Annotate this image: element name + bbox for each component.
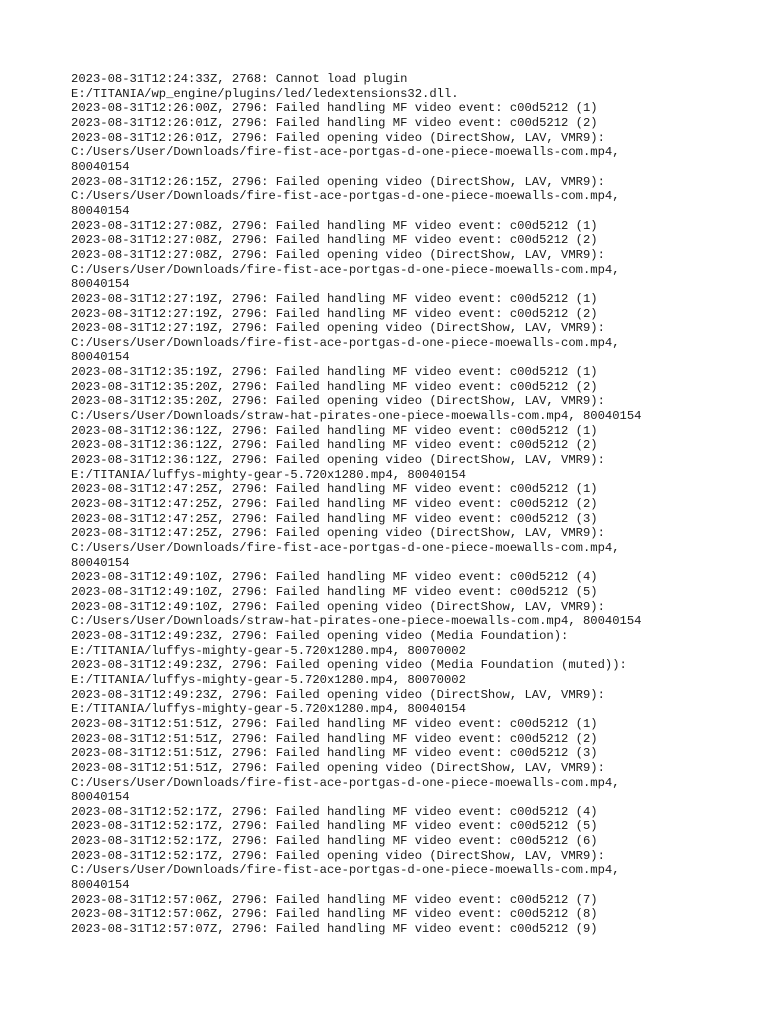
log-text: [71, 72, 761, 937]
log-line: E:/TITANIA/luffys-mighty-gear-5.720x1280.mp4, 80070002: [71, 643, 466, 658]
log-line: 80040154: [71, 203, 130, 218]
log-line: 2023-08-31T12:36:12Z, 2796: Failed opening video (DirectShow, LAV, VMR9):: [71, 453, 605, 468]
log-line: 2023-08-31T12:27:19Z, 2796: Failed handling MF video event: c00d5212 (1): [71, 291, 598, 306]
log-line: 80040154: [71, 790, 130, 805]
log-line: 2023-08-31T12:26:01Z, 2796: Failed handling MF video event: c00d5212 (2): [71, 115, 598, 130]
log-line: C:/Users/User/Downloads/fire-fist-ace-portgas-d-one-piece-moewalls-com.mp4,: [71, 775, 620, 790]
log-line: 2023-08-31T12:27:08Z, 2796: Failed handling MF video event: c00d5212 (2): [71, 233, 598, 248]
log-line: 2023-08-31T12:57:06Z, 2796: Failed handling MF video event: c00d5212 (8): [71, 907, 598, 922]
log-line: 2023-08-31T12:49:23Z, 2796: Failed opening video (Media Foundation):: [71, 628, 569, 643]
log-line: 2023-08-31T12:47:25Z, 2796: Failed handling MF video event: c00d5212 (2): [71, 497, 598, 512]
log-line: 2023-08-31T12:57:07Z, 2796: Failed handling MF video event: c00d5212 (9): [71, 922, 598, 937]
log-line: 80040154: [71, 159, 130, 174]
log-line: E:/TITANIA/luffys-mighty-gear-5.720x1280.mp4, 80040154: [71, 702, 466, 717]
log-line: 80040154: [71, 350, 130, 365]
log-line: C:/Users/User/Downloads/straw-hat-pirates-one-piece-moewalls-com.mp4, 80040154: [71, 409, 642, 424]
log-line: E:/TITANIA/luffys-mighty-gear-5.720x1280.mp4, 80040154: [71, 467, 466, 482]
log-line: C:/Users/User/Downloads/fire-fist-ace-portgas-d-one-piece-moewalls-com.mp4,: [71, 262, 620, 277]
log-line: 2023-08-31T12:35:20Z, 2796: Failed opening video (DirectShow, LAV, VMR9):: [71, 394, 605, 409]
log-line: C:/Users/User/Downloads/fire-fist-ace-portgas-d-one-piece-moewalls-com.mp4,: [71, 145, 620, 160]
log-line: 2023-08-31T12:27:08Z, 2796: Failed opening video (DirectShow, LAV, VMR9):: [71, 247, 605, 262]
log-line: 2023-08-31T12:35:19Z, 2796: Failed handling MF video event: c00d5212 (1): [71, 365, 598, 380]
log-line: 2023-08-31T12:27:08Z, 2796: Failed handling MF video event: c00d5212 (1): [71, 218, 598, 233]
log-line: 2023-08-31T12:35:20Z, 2796: Failed handling MF video event: c00d5212 (2): [71, 379, 598, 394]
log-line: 2023-08-31T12:26:00Z, 2796: Failed handling MF video event: c00d5212 (1): [71, 101, 598, 116]
log-line: 2023-08-31T12:49:23Z, 2796: Failed opening video (DirectShow, LAV, VMR9):: [71, 687, 605, 702]
log-line: 2023-08-31T12:36:12Z, 2796: Failed handling MF video event: c00d5212 (1): [71, 423, 598, 438]
log-line: 2023-08-31T12:52:17Z, 2796: Failed handling MF video event: c00d5212 (5): [71, 819, 598, 834]
log-line: 80040154: [71, 277, 130, 292]
log-line: 2023-08-31T12:47:25Z, 2796: Failed handling MF video event: c00d5212 (1): [71, 482, 598, 497]
log-line: 80040154: [71, 878, 130, 893]
log-line: 2023-08-31T12:27:19Z, 2796: Failed handling MF video event: c00d5212 (2): [71, 306, 598, 321]
log-line: C:/Users/User/Downloads/fire-fist-ace-portgas-d-one-piece-moewalls-com.mp4,: [71, 541, 620, 555]
log-line: 2023-08-31T12:36:12Z, 2796: Failed handling MF video event: c00d5212 (2): [71, 438, 598, 453]
log-line: C:/Users/User/Downloads/straw-hat-pirates-one-piece-moewalls-com.mp4, 80040154: [71, 614, 642, 629]
log-line: 2023-08-31T12:52:17Z, 2796: Failed opening video (DirectShow, LAV, VMR9):: [71, 848, 605, 863]
log-line: 2023-08-31T12:51:51Z, 2796: Failed handling MF video event: c00d5212 (1): [71, 716, 598, 731]
log-line: 2023-08-31T12:52:17Z, 2796: Failed handling MF video event: c00d5212 (4): [71, 804, 598, 819]
log-line: 2023-08-31T12:27:19Z, 2796: Failed opening video (DirectShow, LAV, VMR9):: [71, 321, 605, 336]
log-line: C:/Users/User/Downloads/fire-fist-ace-portgas-d-one-piece-moewalls-com.mp4,: [71, 863, 620, 878]
log-line: 2023-08-31T12:57:06Z, 2796: Failed handling MF video event: c00d5212 (7): [71, 892, 598, 907]
log-line: 80040154: [71, 555, 130, 570]
log-line: 2023-08-31T12:24:33Z, 2768: Cannot load plugin: [71, 72, 408, 86]
log-line: 2023-08-31T12:47:25Z, 2796: Failed handling MF video event: c00d5212 (3): [71, 511, 598, 526]
log-line: E:/TITANIA/luffys-mighty-gear-5.720x1280.mp4, 80070002: [71, 672, 466, 687]
log-line: 2023-08-31T12:49:23Z, 2796: Failed opening video (Media Foundation (muted)):: [71, 658, 627, 673]
log-line: 2023-08-31T12:51:51Z, 2796: Failed handling MF video event: c00d5212 (3): [71, 746, 598, 761]
log-line: E:/TITANIA/wp_engine/plugins/led/ledextensions32.dll.: [71, 86, 459, 101]
log-line: 2023-08-31T12:49:10Z, 2796: Failed handling MF video event: c00d5212 (5): [71, 584, 598, 599]
log-line: 2023-08-31T12:49:10Z, 2796: Failed opening video (DirectShow, LAV, VMR9):: [71, 599, 605, 614]
log-line: 2023-08-31T12:26:15Z, 2796: Failed opening video (DirectShow, LAV, VMR9):: [71, 174, 605, 189]
log-line: 2023-08-31T12:51:51Z, 2796: Failed opening video (DirectShow, LAV, VMR9):: [71, 760, 605, 775]
log-line: 2023-08-31T12:51:51Z, 2796: Failed handling MF video event: c00d5212 (2): [71, 731, 598, 746]
log-line: 2023-08-31T12:49:10Z, 2796: Failed handling MF video event: c00d5212 (4): [71, 570, 598, 585]
log-line: 2023-08-31T12:47:25Z, 2796: Failed opening video (DirectShow, LAV, VMR9):: [71, 526, 605, 541]
log-line: 2023-08-31T12:52:17Z, 2796: Failed handling MF video event: c00d5212 (6): [71, 834, 598, 849]
log-line: C:/Users/User/Downloads/fire-fist-ace-portgas-d-one-piece-moewalls-com.mp4,: [71, 335, 620, 350]
log-line: C:/Users/User/Downloads/fire-fist-ace-portgas-d-one-piece-moewalls-com.mp4,: [71, 189, 620, 204]
log-line: 2023-08-31T12:26:01Z, 2796: Failed opening video (DirectShow, LAV, VMR9):: [71, 130, 605, 145]
